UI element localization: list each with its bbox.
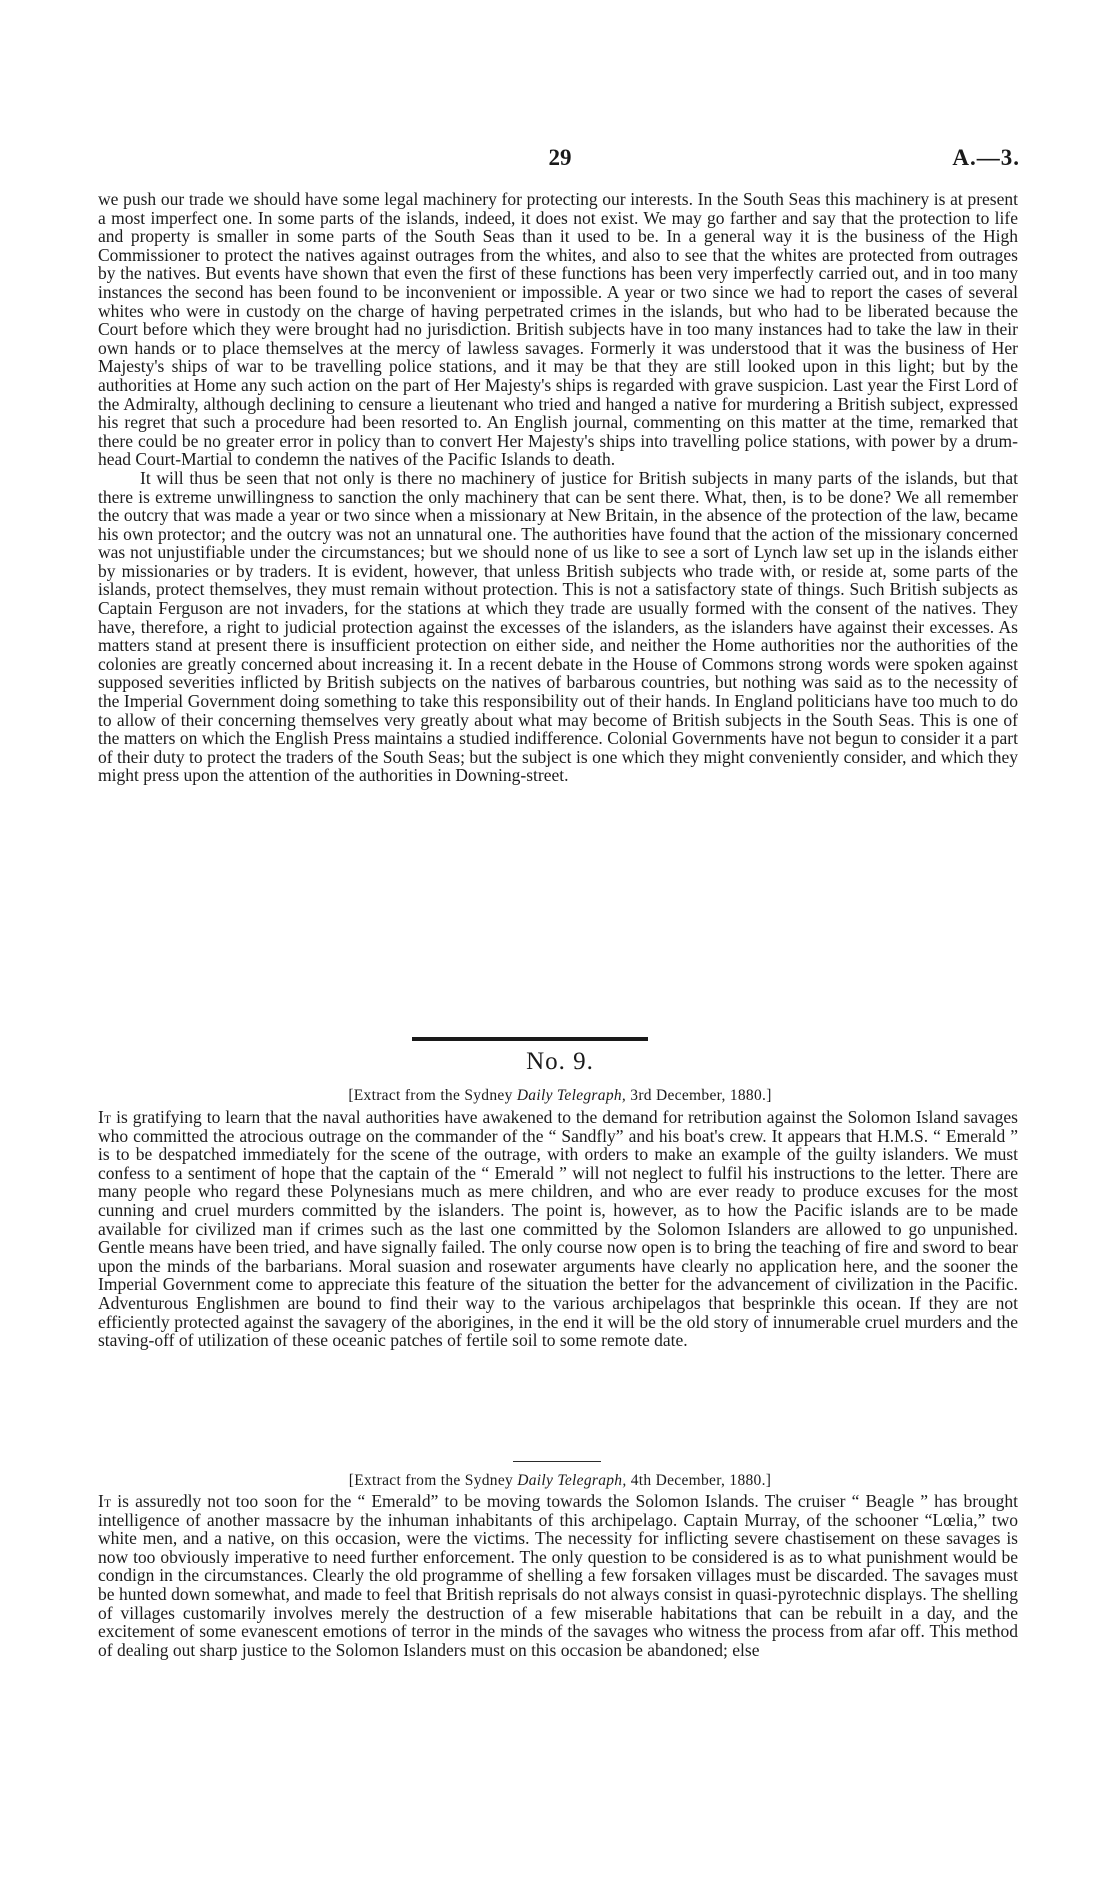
extract-divider: [513, 1461, 601, 1462]
citation-date: 4th December, 1880.]: [626, 1472, 772, 1489]
citation-prefix: [Extract from the Sydney: [348, 1472, 518, 1489]
lead-word: It: [98, 1107, 112, 1127]
extract-citation: [100, 1472, 1020, 1490]
page-header: [100, 145, 1020, 185]
section-divider: [412, 1037, 648, 1041]
paragraph: is assuredly not too soon for the “ Emerald” to be moving towards the Solomon Islands. The cruiser “ Beagle ” has brought intelligence of another massacre by the inhuman inhabitants of this archipelago. Captain Murray, of the schooner “Lœlia,” two white men, and a native, on this occasion, were the victims. The necessity for inflicting severe chastisement on these savages is now too obviously imperative to need further enforcement. The only question to be considered is as to what punishment would be condign in the circumstances. Clearly the old programme of shelling a few forsaken villages must be discarded. The savages must be hunted down somewhat, and made to feel that British reprisals do not always consist in quasi-pyrotechnic displays. The shelling of villages customarily involves merely the destruction of a few miserable habitations that can be rebuilt in a day, and the excitement of some evanescent emotions of terror in the minds of the savages who witness the process from afar off. This method of dealing out sharp justice to the Solomon Islanders must on this occasion be abandoned; else: [98, 1491, 1018, 1660]
paragraph: we push our trade we should have some legal machinery for protecting our interests. In the South Seas this machinery is at present a most imperfect one. In some parts of the islands, indeed, it does not exist. We may go farther and say that the protection to life and property is smaller in some parts of the South Seas than it used to be. In a general way it is the business of the High Commissioner to protect the natives against outrages from the whites, and also to see that the whites are protected from outrages by the natives. But events have shown that even the first of these functions has been very imperfectly carried out, and in too many instances the second has been found to be inconvenient or impossible. A year or two since we had to report the cases of several whites who were in custody on the charge of having perpetrated crimes in the islands, but who had to be liberated because the Court before which they were brought had no jurisdiction. British subjects have in too many instances had to take the law in their own hands or to place themselves at the mercy of lawless savages. Formerly it was understood that it was the business of Her Majesty's ships of war to be travelling police stations, and it may be that they are still looked upon in this light; but by the authorities at Home any such action on the part of Her Majesty's ships is regarded with grave suspicion. Last year the First Lord of the Admiralty, although declining to censure a lieutenant who tried and hanged a native for murdering a British subject, expressed his regret that such a procedure had been resorted to. An English journal, commenting on this matter at the time, remarked that there could be no greater error in policy than to convert Her Majesty's ships into travelling police stations, with power by a drum-head Court-Martial to condemn the natives of the Pacific Islands to death.: [98, 189, 1018, 470]
extract-citation: [100, 1087, 1020, 1105]
paragraph: It will thus be seen that not only is there no machinery of justice for British subjects in many parts of the islands, but that there is extreme unwillingness to sanction the only machinery that can be sent there. What, then, is to be done? We all remember the outcry that was made a year or two since when a missionary at New Britain, in the absence of the protection of the law, became his own protector; and the outcry was not an unnatural one. The authorities have found that the action of the missionary concerned was not unjustifiable under the circumstances; but we should none of us like to see a sort of Lynch law set up in the islands either by missionaries or by traders. It is evident, however, that unless British subjects who trade with, or reside at, some parts of the islands, protect themselves, they must remain without protection. This is not a satisfactory state of things. Such British subjects as Captain Ferguson are not invaders, for the stations at which they trade are usually formed with the consent of the natives. They have, therefore, a right to judicial protection against the excesses of the islanders, as the islanders have against their excesses. As matters stand at present there is insufficient protection on either side, and neither the Home authorities nor the authorities of the colonies are greatly concerned about increasing it. In a recent debate in the House of Commons strong words were spoken against supposed severities inflicted by British subjects on the natives of barbarous countries, but nothing was said as to the necessity of the Imperial Government doing something to take this responsibility out of their hands. In England politicians have too much to do to allow of their concerning themselves very greatly about what may become of British subjects in the South Seas. This is one of the matters on which the English Press maintains a studied indifference. Colonial Governments have not begun to consider it a part of their duty to protect the traders of the South Seas; but the subject is one which they might conveniently consider, and which they might press upon the attention of the authorities in Downing-street.: [98, 467, 1018, 786]
document-reference: A.—3.: [952, 145, 1020, 170]
section-title: No. 9.: [526, 1048, 594, 1075]
article-continuation: [98, 190, 1018, 785]
extract-body: [98, 1492, 1018, 1659]
lead-word: It: [98, 1491, 112, 1511]
citation-date: 3rd December, 1880.]: [626, 1087, 772, 1104]
citation-prefix: [Extract from the Sydney: [348, 1087, 517, 1104]
page-number: 29: [548, 145, 572, 170]
newspaper-name: Daily Telegraph,: [517, 1472, 627, 1489]
paragraph: is gratifying to learn that the naval authorities have awakened to the demand for retribution against the Solomon Island savages who committed the atrocious outrage on the commander of the “ Sandfly” and his boat's crew. It appears that H.M.S. “ Emerald ” is to be despatched immediately for the scene of the outrage, with orders to make an example of the guilty islanders. We must confess to a sentiment of hope that the captain of the “ Emerald ” will not neglect to fulfil his instructions to the letter. There are many people who regard these Polynesians much as mere children, and who are ever ready to produce excuses for the most cunning and cruel murders committed by the islanders. The point is, however, as to how the Pacific islands are to be made available for civilized man if crimes such as the last one committed by the Solomon Islanders are allowed to go unpunished. Gentle means have been tried, and have signally failed. The only course now open is to bring the teaching of fire and sword to bear upon the minds of the barbarians. Moral suasion and rosewater arguments have clearly no application here, and the sooner the Imperial Government come to appreciate this feature of the situation the better for the advancement of civilization in the Pacific. Adventurous Englishmen are bound to find their way to the various archipelagos that besprinkle this ocean. If they are not efficiently protected against the savagery of the aborigines, in the end it will be the old story of innumerable cruel murders and the staving-off of utilization of these oceanic patches of fertile soil to some remote date.: [98, 1107, 1018, 1351]
extract-body: [98, 1108, 1018, 1350]
newspaper-name: Daily Telegraph,: [516, 1087, 627, 1104]
